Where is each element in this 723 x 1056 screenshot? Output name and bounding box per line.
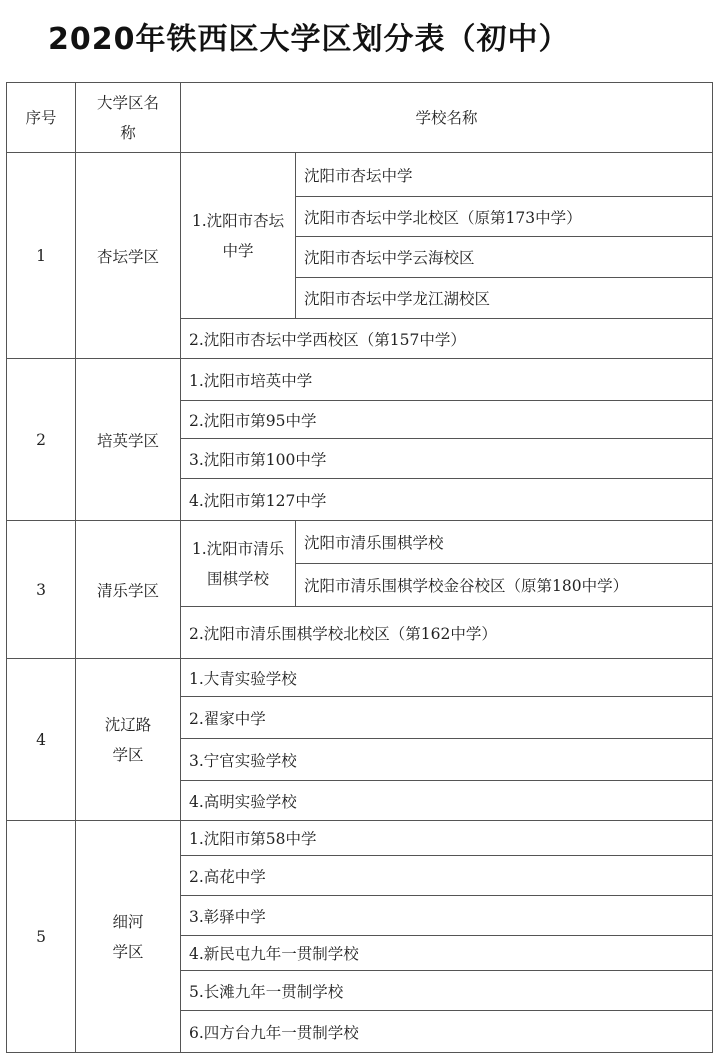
school-cell: 3.沈阳市第100中学	[181, 439, 713, 479]
header-school: 学校名称	[181, 83, 713, 153]
group-index: 4	[7, 659, 76, 821]
group-name: 清乐学区	[76, 521, 181, 659]
school-cell: 3.彰驿中学	[181, 896, 713, 936]
header-district: 大学区名称	[76, 83, 181, 153]
school-cell: 6.四方台九年一贯制学校	[181, 1011, 713, 1053]
campus-cell: 沈阳市杏坛中学龙江湖校区	[296, 278, 713, 319]
campus-cell: 沈阳市杏坛中学云海校区	[296, 237, 713, 278]
table-row	[7, 521, 713, 564]
campus-cell: 沈阳市清乐围棋学校金谷校区（原第180中学）	[296, 564, 713, 607]
group-index: 2	[7, 359, 76, 521]
school-cell: 2.高花中学	[181, 856, 713, 896]
table-row	[7, 359, 713, 401]
campus-cell: 沈阳市清乐围棋学校	[296, 521, 713, 564]
table-row	[7, 821, 713, 856]
campus-cell: 沈阳市杏坛中学	[296, 153, 713, 197]
school-cell: 5.长滩九年一贯制学校	[181, 971, 713, 1011]
group-index: 3	[7, 521, 76, 659]
school-cell: 2.沈阳市杏坛中学西校区（第157中学）	[181, 319, 713, 359]
campus-cell: 沈阳市杏坛中学北校区（原第173中学）	[296, 197, 713, 237]
group-index: 1	[7, 153, 76, 359]
group-name: 细河学区	[76, 821, 181, 1053]
school-cell: 2.沈阳市第95中学	[181, 401, 713, 439]
school-cell: 4.沈阳市第127中学	[181, 479, 713, 521]
school-cell: 2.翟家中学	[181, 697, 713, 739]
page-title: 2020年铁西区大学区划分表（初中）	[48, 22, 570, 57]
sub-school-label: 1.沈阳市杏坛中学	[181, 153, 296, 319]
group-name: 杏坛学区	[76, 153, 181, 359]
group-name: 培英学区	[76, 359, 181, 521]
district-table	[6, 82, 713, 1053]
school-cell: 4.新民屯九年一贯制学校	[181, 936, 713, 971]
school-cell: 1.沈阳市培英中学	[181, 359, 713, 401]
table-header-row	[7, 83, 713, 153]
sub-school-label: 1.沈阳市清乐围棋学校	[181, 521, 296, 607]
school-cell: 2.沈阳市清乐围棋学校北校区（第162中学）	[181, 607, 713, 659]
school-cell: 1.大青实验学校	[181, 659, 713, 697]
group-index: 5	[7, 821, 76, 1053]
school-cell: 4.高明实验学校	[181, 781, 713, 821]
school-cell: 3.宁官实验学校	[181, 739, 713, 781]
table-row	[7, 659, 713, 697]
group-name: 沈辽路学区	[76, 659, 181, 821]
school-cell: 1.沈阳市第58中学	[181, 821, 713, 856]
table-row	[7, 153, 713, 197]
header-index: 序号	[7, 83, 76, 153]
